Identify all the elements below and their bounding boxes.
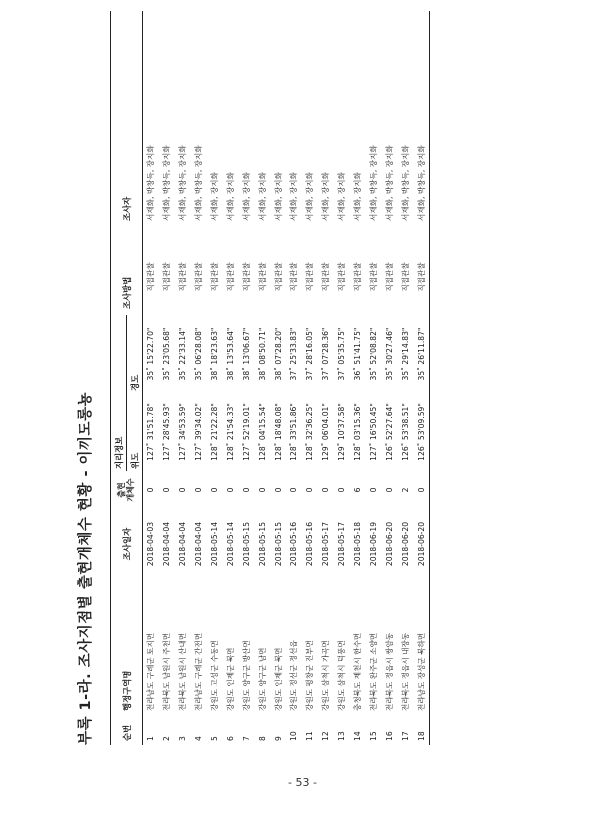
row-latitude: 128˚ 32'36.25" — [305, 403, 315, 461]
row-latitude: 128˚ 21'22.28" — [210, 403, 219, 461]
row-date: 2018-06-20 — [400, 521, 410, 567]
table-row — [270, 11, 286, 745]
row-investigator: 서재화, 장지화 — [225, 172, 235, 221]
row-location: 강원도 인제군 북면 — [273, 647, 283, 711]
table-row — [334, 11, 350, 745]
table-row — [350, 11, 366, 745]
row-latitude: 126˚ 53'09.59" — [413, 393, 429, 471]
row-no: 15 — [368, 731, 378, 741]
row-count: 0 — [194, 487, 204, 493]
row-location: 전라북도 남원시 주천면 — [162, 632, 172, 711]
row-investigator: 서재화, 장지화 — [273, 172, 283, 221]
row-count: 0 — [225, 487, 235, 493]
row-longitude: 38˚ 07'28.20" — [273, 327, 283, 381]
header-lon: 경도 — [127, 315, 143, 393]
table-row — [318, 11, 334, 745]
table-row — [238, 11, 254, 745]
row-method: 직접관찰 — [337, 262, 347, 292]
row-no: 2 — [162, 736, 172, 741]
row-date: 2018-05-14 — [210, 521, 219, 567]
row-investigator: 서재화, 박창득, 장지화 — [194, 145, 204, 221]
row-count: 0 — [178, 487, 188, 493]
row-location: 강원도 평창군 진부면 — [305, 640, 315, 711]
row-investigator: 서재화, 장지화 — [321, 172, 331, 221]
row-latitude: 128˚ 04'15.54" — [257, 403, 267, 461]
row-longitude: 35˚ 30'27.46" — [384, 327, 394, 381]
row-latitude: 127˚ 34'53.59" — [178, 403, 188, 461]
row-method: 직접관찰 — [305, 262, 315, 292]
row-longitude: 37˚ 25'33.83" — [289, 327, 299, 381]
row-investigator: 서재화, 박창득, 장지화 — [384, 145, 394, 221]
row-no: 7 — [241, 736, 251, 741]
row-no: 3 — [178, 736, 188, 741]
header-geo: 지리정보 — [111, 315, 127, 471]
row-date: 2018-04-03 — [146, 521, 156, 567]
row-method: 직접관찰 — [384, 262, 394, 292]
row-location: 강원도 인제군 북면 — [225, 647, 235, 711]
row-longitude: 38˚ 18'23.63" — [210, 327, 219, 381]
row-method: 직접관찰 — [353, 262, 363, 292]
row-count: 0 — [368, 487, 378, 493]
row-no: 5 — [210, 736, 219, 741]
row-investigator: 서재화, 장지화 — [353, 172, 363, 221]
rotated-page — [74, 5, 494, 745]
row-longitude: 38˚ 08'50.71" — [257, 327, 267, 381]
table-row — [175, 11, 191, 745]
row-method: 직접관찰 — [289, 262, 299, 292]
table-row — [159, 11, 175, 745]
row-longitude: 35˚ 26'11.87" — [413, 315, 429, 393]
row-investigator: 서재화, 장지화 — [337, 172, 347, 221]
row-location: 전라북도 정읍시 쌍암동 — [384, 632, 394, 711]
row-location: 전라북도 완주군 소양면 — [368, 632, 378, 711]
row-count: 0 — [241, 487, 251, 493]
row-date: 2018-05-16 — [305, 521, 315, 567]
row-method: 직접관찰 — [257, 262, 267, 292]
row-no: 10 — [289, 731, 299, 741]
row-count: 2 — [400, 487, 410, 493]
row-no: 1 — [146, 736, 156, 741]
row-longitude: 35˚ 29'14.83" — [400, 327, 410, 381]
table-row — [381, 11, 397, 745]
row-latitude: 127˚ 31'51.78" — [146, 403, 156, 461]
row-no: 16 — [384, 731, 394, 741]
row-date: 2018-05-17 — [337, 521, 347, 567]
row-method: 직접관찰 — [210, 262, 219, 292]
row-longitude: 37˚ 07'28.36" — [321, 327, 331, 381]
row-method: 직접관찰 — [146, 262, 156, 292]
row-longitude: 35˚ 22'33.14" — [178, 327, 188, 381]
row-location: 강원도 삼척시 가곡면 — [321, 640, 331, 711]
row-count: 0 — [321, 487, 331, 493]
row-investigator: 서재화, 장지화 — [241, 172, 251, 221]
row-date: 2018-04-04 — [194, 521, 204, 567]
header-lat: 위도 — [127, 393, 143, 471]
row-date: 2018-05-18 — [353, 521, 363, 567]
row-count: 0 — [273, 487, 283, 493]
row-latitude: 128˚ 33'51.86" — [289, 403, 299, 461]
page-title: 부록 1-라. 조사지점별 출현개체수 현황 - 이끼도롱뇽 — [78, 391, 94, 745]
row-investigator: 서재화, 박창득, 장지화 — [413, 11, 429, 239]
row-longitude: 35˚ 52'08.82" — [368, 327, 378, 381]
row-method: 직접관찰 — [162, 262, 172, 292]
table-row — [254, 11, 270, 745]
row-no: 8 — [257, 736, 267, 741]
header-location: 행정구역명 — [111, 579, 143, 711]
row-no: 11 — [305, 731, 315, 741]
row-location: 강원도 정선군 정선읍 — [289, 640, 299, 711]
table-row — [302, 11, 318, 745]
row-date: 2018-05-17 — [321, 521, 331, 567]
table-body — [143, 11, 430, 745]
table-row — [286, 11, 302, 745]
header-investigator: 조사자 — [111, 11, 143, 239]
row-count: 0 — [337, 487, 347, 493]
row-no: 6 — [225, 736, 235, 741]
row-no: 4 — [194, 736, 204, 741]
row-latitude: 127˚ 39'34.02" — [194, 403, 204, 461]
row-count: 0 — [162, 487, 172, 493]
row-longitude: 37˚ 05'35.75" — [337, 327, 347, 381]
row-investigator: 서재화, 장지화 — [289, 172, 299, 221]
table-row — [143, 11, 159, 745]
row-investigator: 서재화, 장지화 — [210, 172, 219, 221]
row-date: 2018-04-04 — [162, 521, 172, 567]
row-longitude: 35˚ 15'22.70" — [146, 327, 156, 381]
table-row — [397, 11, 413, 745]
row-latitude: 129˚ 06'04.01" — [321, 403, 331, 461]
header-method: 조사방법 — [111, 239, 143, 315]
row-longitude: 35˚ 06'28.08" — [194, 327, 204, 381]
page-number: - 53 - — [288, 776, 317, 789]
row-latitude: 128˚ 21'54.33" — [225, 403, 235, 461]
row-count: 0 — [257, 487, 267, 493]
row-longitude: 37˚ 28'16.05" — [305, 327, 315, 381]
header-no: 순번 — [111, 711, 143, 745]
row-no: 9 — [273, 736, 283, 741]
row-location: 강원도 양구군 방산면 — [241, 640, 251, 711]
row-location: 전라북도 남원시 산내면 — [178, 632, 188, 711]
row-method: 직접관찰 — [178, 262, 188, 292]
row-date: 2018-05-14 — [225, 521, 235, 567]
row-investigator: 서재화, 장지화 — [305, 172, 315, 221]
row-investigator: 서재화, 박창득, 장지화 — [400, 145, 410, 221]
row-count: 0 — [210, 487, 219, 493]
row-method: 직접관찰 — [241, 262, 251, 292]
row-longitude: 35˚ 23'05.68" — [162, 327, 172, 381]
row-latitude: 128˚ 03'15.36" — [353, 403, 363, 461]
row-location: 전라남도 구례군 간전면 — [194, 632, 204, 711]
table-row — [207, 11, 223, 745]
row-investigator: 서재화, 박창득, 장지화 — [368, 145, 378, 221]
row-method: 직접관찰 — [194, 262, 204, 292]
row-count: 0 — [146, 487, 156, 493]
row-location: 전라남도 장성군 북하면 — [413, 579, 429, 711]
row-method: 직접관찰 — [368, 262, 378, 292]
row-date: 2018-05-15 — [273, 521, 283, 567]
header-date: 조사일자 — [111, 509, 143, 579]
header-count-bottom: 개체수 — [125, 478, 135, 502]
row-date: 2018-06-20 — [413, 509, 429, 579]
header-count — [111, 471, 143, 509]
row-latitude: 126˚ 52'27.64" — [384, 403, 394, 461]
row-no: 12 — [321, 731, 331, 741]
row-longitude: 36˚ 51'41.75" — [353, 327, 363, 381]
row-location: 전라남도 구례군 토지면 — [146, 632, 156, 711]
row-location: 강원도 양구군 남면 — [257, 647, 267, 711]
row-method: 직접관찰 — [273, 262, 283, 292]
row-date: 2018-05-15 — [241, 521, 251, 567]
row-location: 강원도 삼척시 덕풍면 — [337, 640, 347, 711]
table-row — [222, 11, 238, 745]
row-count: 0 — [305, 487, 315, 493]
row-date: 2018-06-20 — [384, 521, 394, 567]
row-latitude: 127˚ 16'50.45" — [368, 403, 378, 461]
row-no: 17 — [400, 731, 410, 741]
row-latitude: 126˚ 53'38.51" — [400, 403, 410, 461]
row-method: 직접관찰 — [225, 262, 235, 292]
row-no: 13 — [337, 731, 347, 741]
row-location: 충청북도 제천시 한수면 — [353, 632, 363, 711]
row-latitude: 127˚ 52'19.01" — [241, 403, 251, 461]
row-investigator: 서재화, 박창득, 장지화 — [162, 145, 172, 221]
row-date: 2018-05-15 — [257, 521, 267, 567]
header-count-top: 출현 — [116, 482, 126, 498]
row-no: 18 — [413, 711, 429, 745]
row-latitude: 127˚ 28'45.93" — [162, 403, 172, 461]
row-date: 2018-06-19 — [368, 521, 378, 567]
row-count: 0 — [289, 487, 299, 493]
row-no: 14 — [353, 731, 363, 741]
row-count: 0 — [413, 471, 429, 509]
row-method: 직접관찰 — [400, 262, 410, 292]
row-location: 강원도 고성군 수동면 — [210, 640, 219, 711]
row-investigator: 서재화, 박창득, 장지화 — [178, 145, 188, 221]
row-method: 직접관찰 — [413, 239, 429, 315]
row-location: 전라북도 정읍시 내장동 — [400, 632, 410, 711]
row-investigator: 서재화, 박창득, 장지화 — [146, 145, 156, 221]
table-row — [365, 11, 381, 745]
row-method: 직접관찰 — [321, 262, 331, 292]
table-row — [191, 11, 207, 745]
table-row — [413, 11, 429, 745]
row-count: 0 — [384, 487, 394, 493]
row-latitude: 129˚ 10'37.58" — [337, 403, 347, 461]
row-longitude: 38˚ 13'53.64" — [225, 327, 235, 381]
row-longitude: 38˚ 13'06.67" — [241, 327, 251, 381]
row-date: 2018-05-16 — [289, 521, 299, 567]
row-count: 6 — [353, 487, 363, 493]
row-date: 2018-04-04 — [178, 521, 188, 567]
row-investigator: 서재화, 장지화 — [257, 172, 267, 221]
row-latitude: 128˚ 18'48.08" — [273, 403, 283, 461]
occurrence-table — [110, 11, 430, 745]
